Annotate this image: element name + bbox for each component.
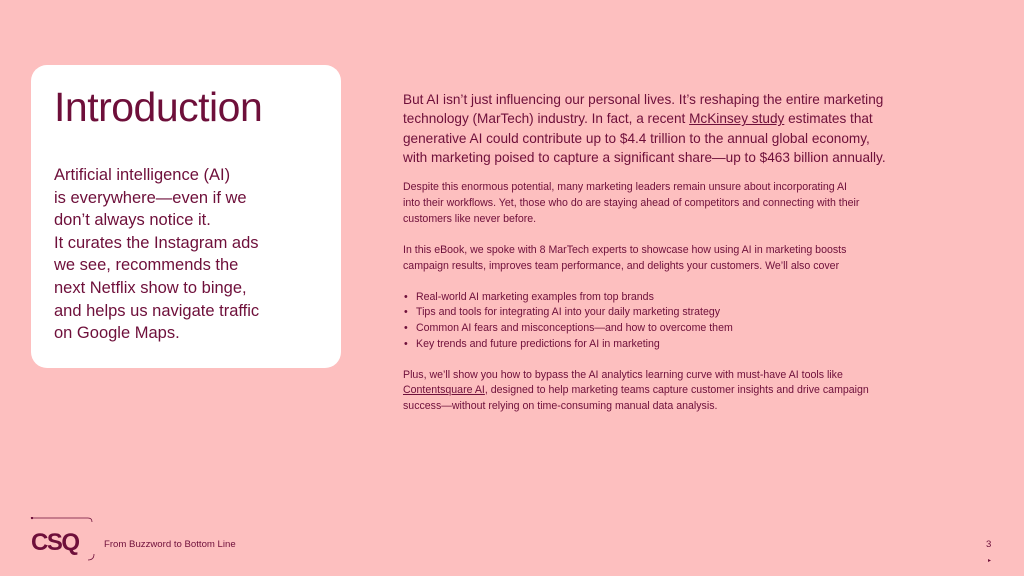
intro-line: It curates the Instagram ads (54, 233, 259, 252)
lead-paragraph (403, 90, 963, 167)
main-content (403, 90, 963, 415)
bullet-icon: • (404, 337, 408, 350)
paragraph-line: In this eBook, we spoke with 8 MarTech experts to showcase how using AI in marketing boosts (403, 244, 847, 257)
intro-line: on Google Maps. (54, 324, 180, 343)
paragraph-ebook (403, 243, 963, 274)
topics-list (403, 290, 963, 353)
contentsquare-ai-link[interactable]: Contentsquare AI (403, 384, 485, 397)
list-item (403, 337, 963, 353)
logo-text: CSQ (31, 529, 79, 556)
paragraph-line: Plus, we’ll show you how to bypass the AI analytics learning curve with must-have AI tools like (403, 368, 843, 381)
intro-card (31, 65, 341, 368)
paragraph-potential (403, 180, 963, 227)
intro-line: Artificial intelligence (AI) (54, 166, 231, 184)
csq-logo (30, 517, 96, 561)
paragraph-line: customers like never before. (403, 212, 537, 225)
page-marker-icon: ▸ (988, 558, 992, 564)
list-item-text: Common AI fears and misconceptions—and how to overcome them (416, 322, 733, 335)
paragraph-line: success—without relying on time-consuming manual data analysis. (403, 399, 718, 412)
lead-line: with marketing poised to capture a significant share—up to $463 billion annually. (403, 149, 886, 165)
paragraph-contentsquare (403, 368, 963, 415)
intro-line: we see, recommends the (54, 256, 239, 275)
intro-line: don’t always notice it. (54, 211, 211, 230)
bullet-icon: • (404, 306, 408, 319)
bullet-icon: • (404, 290, 408, 303)
lead-text: estimates that (784, 111, 873, 127)
footer-tagline: From Buzzword to Bottom Line (104, 539, 236, 550)
intro-line: is everywhere—even if we (54, 188, 247, 207)
intro-line: next Netflix show to binge, (54, 278, 247, 297)
list-item-text: Tips and tools for integrating AI into your daily marketing strategy (416, 306, 721, 319)
paragraph-line: into their workflows. Yet, those who do are staying ahead of competitors and connecting with their (403, 196, 860, 209)
lead-text: technology (MarTech) industry. In fact, a recent (403, 111, 690, 127)
list-item (403, 321, 963, 337)
lead-line: But AI isn’t just influencing our personal lives. It’s reshaping the entire marketing (403, 92, 884, 107)
paragraph-text: , designed to help marketing teams capture customer insights and drive campaign (484, 384, 869, 397)
list-item (403, 290, 963, 306)
paragraph-line: campaign results, improves team performance, and delights your customers. We’ll also cover (403, 260, 840, 272)
bullet-icon: • (404, 322, 408, 335)
list-item-text: Key trends and future predictions for AI in marketing (416, 337, 660, 350)
lead-line (403, 109, 963, 128)
lead-line: generative AI could contribute up to $4.4 trillion to the annual global economy, (403, 130, 870, 146)
paragraph-line: Despite this enormous potential, many marketing leaders remain unsure about incorporating AI (403, 181, 848, 194)
mckinsey-study-link[interactable]: McKinsey study (689, 111, 785, 127)
intro-line: and helps us navigate traffic (54, 301, 260, 320)
list-item (403, 305, 963, 321)
page-number: 3 (986, 539, 992, 550)
page-title: Introduction (54, 84, 263, 130)
list-item-text: Real-world AI marketing examples from top brands (416, 290, 654, 303)
paragraph-line (403, 383, 963, 399)
intro-text (54, 164, 319, 345)
